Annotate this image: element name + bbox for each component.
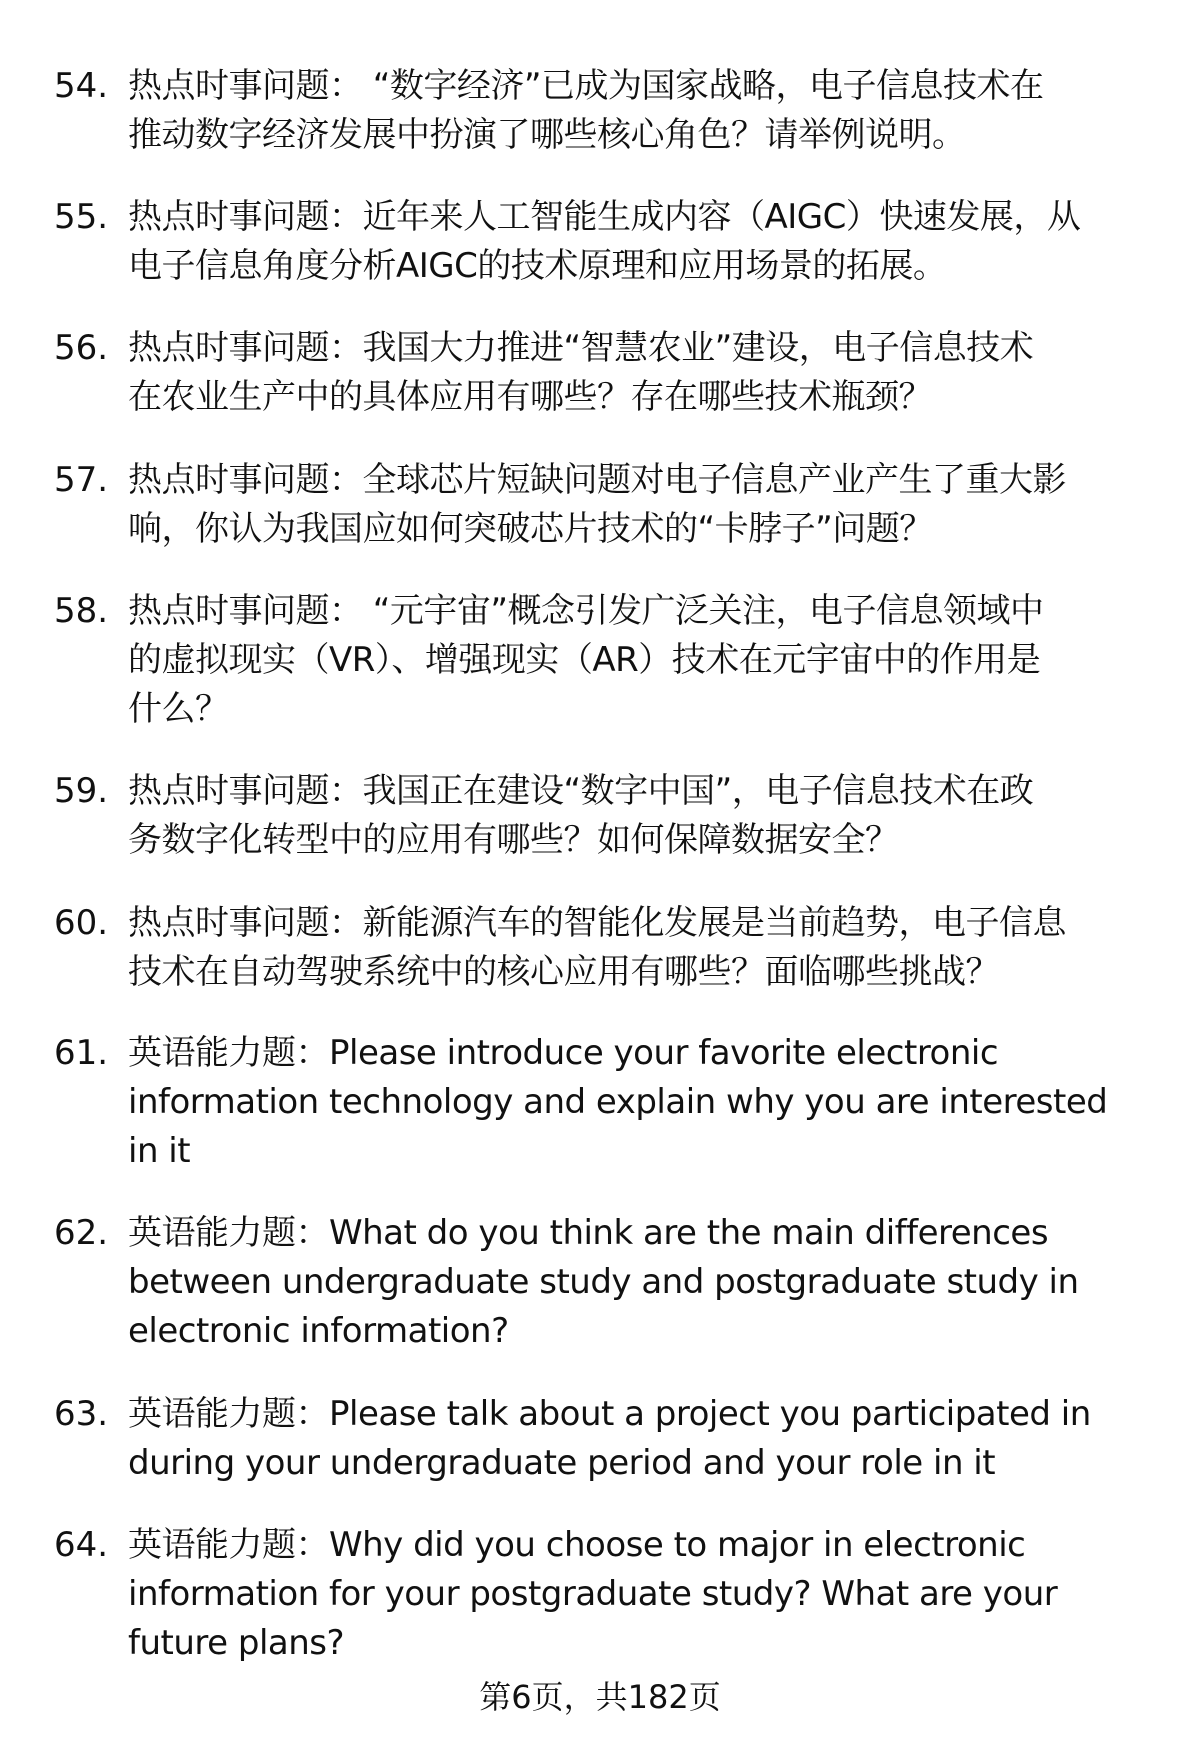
question-line: 什么？	[128, 689, 229, 729]
question-line: information for your postgraduate study? What are your	[128, 1574, 1058, 1614]
question-line: 推动数字经济发展中扮演了哪些核心角色？请举例说明。	[128, 115, 966, 155]
question-line: 响，你认为我国应如何突破芯片技术的“卡脖子”问题？	[128, 509, 933, 549]
question-number: 56.	[54, 328, 109, 368]
question-line: 英语能力题：Please introduce your favorite electronic	[128, 1033, 999, 1073]
question-text	[128, 1521, 1188, 1668]
question-line: 热点时事问题：全球芯片短缺问题对电子信息产业产生了重大影	[128, 460, 1066, 500]
question-text	[128, 324, 1188, 422]
question-number: 62.	[54, 1213, 109, 1253]
question-line: 热点时事问题： “数字经济”已成为国家战略，电子信息技术在	[128, 66, 1044, 106]
question-text	[128, 1390, 1188, 1488]
question-line: 英语能力题：Why did you choose to major in electronic	[128, 1525, 1026, 1565]
question-line: 的虚拟现实（VR）、增强现实（AR）技术在元宇宙中的作用是	[128, 640, 1041, 680]
question-line: 技术在自动驾驶系统中的核心应用有哪些？面临哪些挑战？	[128, 952, 999, 992]
question-text	[128, 456, 1188, 554]
question-line: electronic information?	[128, 1311, 509, 1351]
question-line: during your undergraduate period and your role in it	[128, 1443, 996, 1483]
question-text	[128, 193, 1188, 291]
question-number: 63.	[54, 1394, 109, 1434]
question-number: 54.	[54, 66, 109, 106]
question-line: information technology and explain why you are interested	[128, 1082, 1108, 1122]
page-number: 第6页，共182页	[479, 1678, 721, 1716]
question-text	[128, 1209, 1188, 1356]
question-number: 58.	[54, 591, 109, 631]
question-text	[128, 62, 1188, 160]
question-line: 英语能力题：Please talk about a project you participated in	[128, 1394, 1091, 1434]
question-line: 在农业生产中的具体应用有哪些？存在哪些技术瓶颈？	[128, 377, 932, 417]
question-number: 64.	[54, 1525, 109, 1565]
question-number: 61.	[54, 1033, 109, 1073]
question-line: between undergraduate study and postgraduate study in	[128, 1262, 1079, 1302]
question-number: 59.	[54, 771, 109, 811]
question-number: 55.	[54, 197, 109, 237]
question-text	[128, 1029, 1188, 1176]
question-line: 热点时事问题：我国正在建设“数字中国”，电子信息技术在政	[128, 771, 1034, 811]
question-text	[128, 587, 1188, 734]
question-line: future plans?	[128, 1623, 345, 1663]
question-line: 热点时事问题：新能源汽车的智能化发展是当前趋势，电子信息	[128, 903, 1066, 943]
question-number: 60.	[54, 903, 109, 943]
question-line: 热点时事问题：近年来人工智能生成内容（AIGC）快速发展，从	[128, 197, 1081, 237]
question-line: 英语能力题：What do you think are the main differences	[128, 1213, 1049, 1253]
question-text	[128, 767, 1188, 865]
question-number: 57.	[54, 460, 109, 500]
question-line: in it	[128, 1131, 191, 1171]
question-text	[128, 899, 1188, 997]
question-line: 电子信息角度分析AIGC的技术原理和应用场景的拓展。	[128, 246, 947, 286]
question-line: 务数字化转型中的应用有哪些？如何保障数据安全？	[128, 820, 899, 860]
question-line: 热点时事问题：我国大力推进“智慧农业”建设，电子信息技术	[128, 328, 1034, 368]
question-line: 热点时事问题： “元宇宙”概念引发广泛关注，电子信息领域中	[128, 591, 1044, 631]
